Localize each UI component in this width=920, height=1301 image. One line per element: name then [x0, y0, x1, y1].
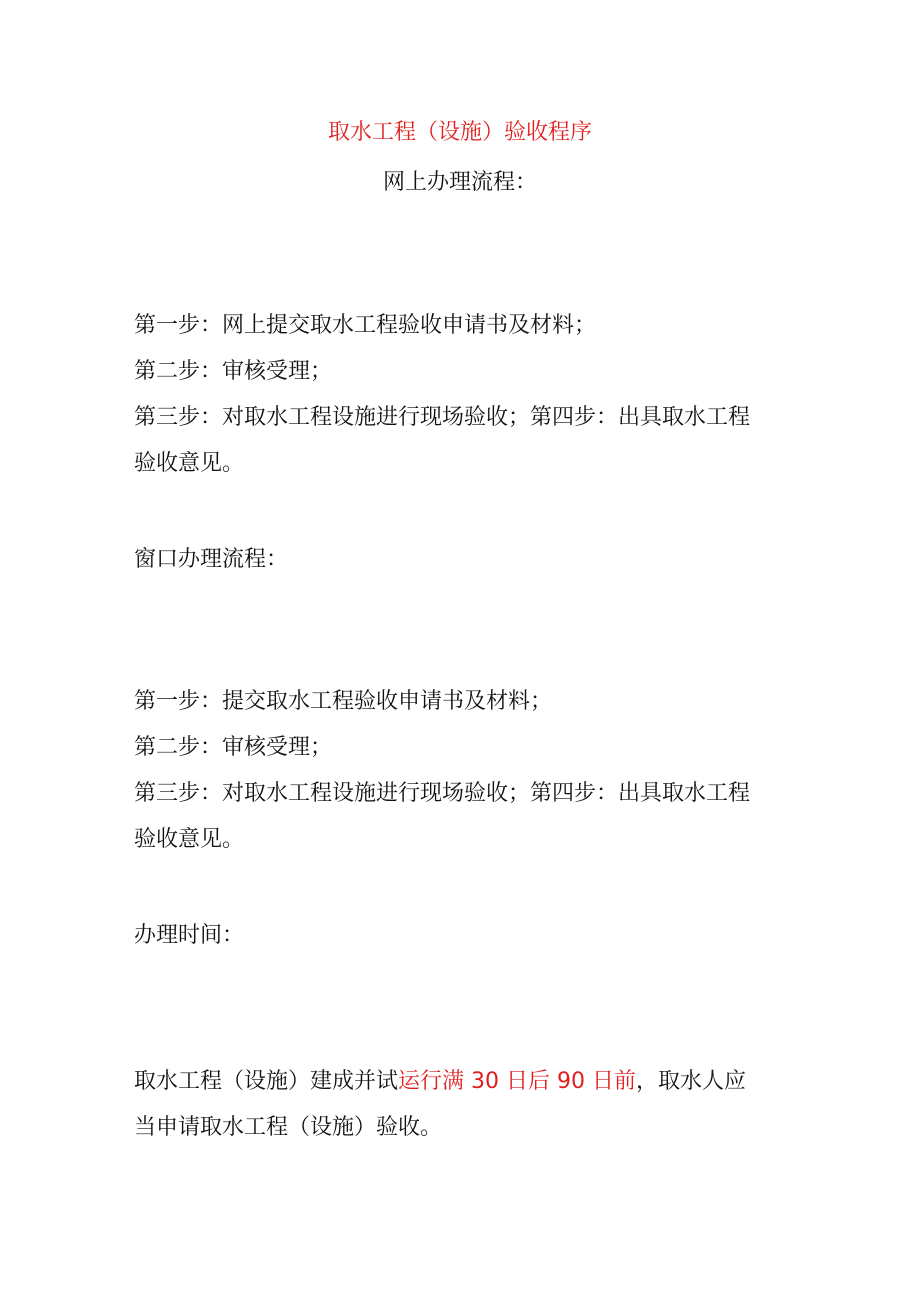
processing-time-text-part-1: 取水工程（设施）建成并试: [134, 1069, 399, 1094]
online-step-2: 第二步：审核受理；: [134, 359, 333, 384]
processing-time-heading: 办理时间：: [134, 923, 245, 948]
processing-time-text-part-2: ，取水人应: [635, 1069, 746, 1094]
page-title: 取水工程（设施）验收程序: [327, 120, 592, 145]
window-process-heading: 窗口办理流程：: [134, 547, 289, 572]
window-step-2: 第二步：审核受理；: [134, 735, 333, 760]
processing-time-highlight: 运行满 30 日后 90 日前: [398, 1069, 636, 1094]
online-step-1: 第一步：网上提交取水工程验收申请书及材料；: [134, 313, 597, 338]
online-step-3-line-2: 验收意见。: [134, 451, 245, 476]
processing-time-paragraph-line-1: [134, 1065, 794, 1099]
window-step-1: 第一步：提交取水工程验收申请书及材料；: [134, 689, 553, 714]
window-step-3-line-1: 第三步：对取水工程设施进行现场验收；第四步：出具取水工程: [134, 781, 751, 806]
online-step-3-line-1: 第三步：对取水工程设施进行现场验收；第四步：出具取水工程: [134, 405, 751, 430]
window-step-3-line-2: 验收意见。: [134, 827, 245, 852]
online-process-heading: 网上办理流程：: [382, 170, 537, 195]
processing-time-paragraph-line-2: 当申请取水工程（设施）验收。: [134, 1115, 443, 1140]
